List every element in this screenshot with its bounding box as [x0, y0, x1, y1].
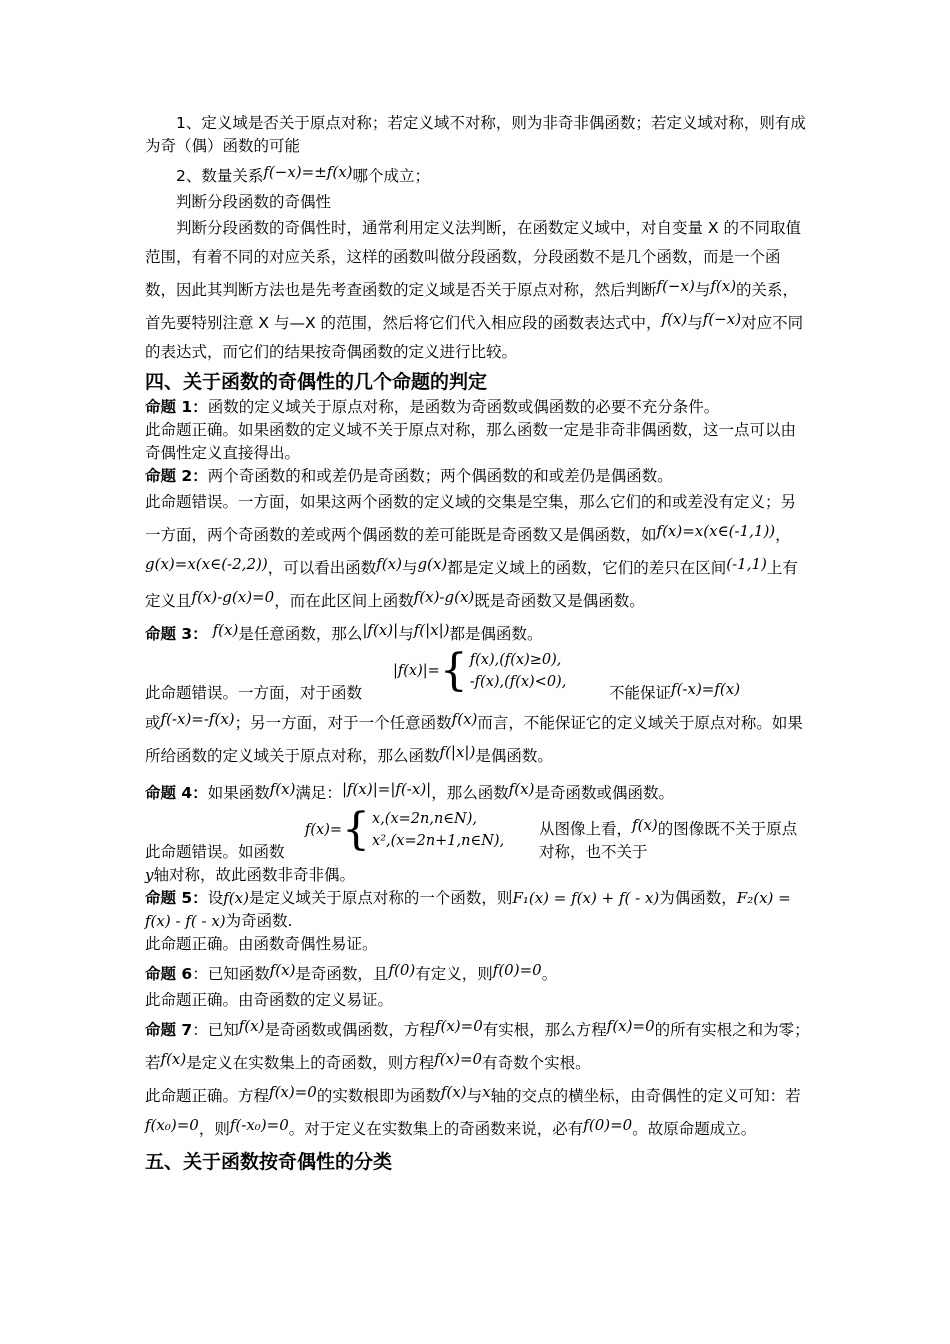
- math-f-neg-x-eq-f-x: f(-x)=f(x): [671, 680, 741, 698]
- math-f-x-eq-0: f(x)=0: [269, 1083, 317, 1101]
- piecewise-case-1: f(x),(f(x)≥0),: [469, 652, 562, 668]
- paragraph-piecewise-method: 判断分段函数的奇偶性时，通常利用定义法判断，在函数定义域中，对自变量 X 的不同取值范围，有着不同的对应关系，这样的函数叫做分段函数，分段函数不是几个函数，而是一个函数，因此其判断方法也是先考查函数的定义域是否关于原点对称，然后判断f(−x)与f(x)的关系，首先要特别注意 X 与—X 的范围，然后将它们代入相应段的函数表达式中，f(x)与f(−x)对应不同的表达式，而它们的结果按奇偶函数的定义进行比较。: [145, 219, 804, 361]
- math-g-def: g(x)=x(x∈(-2,2)): [145, 555, 268, 573]
- math-F2-def: F₂(x) = f(x) - f( - x): [145, 889, 791, 930]
- proposition-label: 命题 6: [145, 965, 193, 983]
- proposition-6-answer: 此命题正确。由奇函数的定义易证。: [145, 991, 394, 1009]
- proposition-5: 命题 5：设f(x)是定义域关于原点对称的一个函数，则F₁(x) = f(x) + f( - x)为偶函数，F₂(x) = f(x) - f( - x)为奇函数.: [145, 889, 791, 930]
- proposition-label: 命题 3：: [145, 625, 208, 643]
- math-f-x: f(x): [451, 710, 478, 728]
- proposition-6: 命题 6：已知函数f(x)是奇函数，且f(0)有定义，则f(0)=0。: [145, 961, 558, 983]
- proposition-4: 命题 4：如果函数f(x)满足：|f(x)|=|f(-x)|，那么函数f(x)是奇函数或偶函数。: [145, 780, 674, 802]
- piecewise-case-2: -f(x),(f(x)<0),: [469, 674, 567, 690]
- section-heading-classification: 五、关于函数按奇偶性的分类: [145, 1151, 393, 1173]
- math-f-x: f(x): [238, 1017, 265, 1035]
- math-f-abs-x: f(|x|): [413, 621, 450, 639]
- math-f-neg-x-eq-pm-f-x: f(−x)=±f(x): [263, 163, 353, 181]
- proposition-3: 命题 3： f(x)是任意函数，那么|f(x)|与f(|x|)都是偶函数。: [145, 621, 543, 643]
- math-f-neg-x: f(−x): [656, 277, 695, 295]
- math-f-x: f(x): [661, 310, 688, 328]
- proposition-label: 命题 4：: [145, 784, 208, 802]
- brace-icon: {: [342, 804, 371, 855]
- proposition-label: 命题 2：: [145, 467, 208, 485]
- math-f-x0-eq-0: f(x₀)=0: [145, 1116, 199, 1134]
- math-g-x: g(x): [417, 555, 448, 573]
- math-f-0-eq-0: f(0)=0: [492, 961, 542, 979]
- document-page: [145, 112, 810, 1176]
- proposition-1: 命题 1：函数的定义域关于原点对称，是函数为奇函数或偶函数的必要不充分条件。: [145, 398, 720, 416]
- proposition-2: 命题 2：两个奇函数的和或差仍是奇函数；两个偶函数的和或差仍是偶函数。: [145, 467, 673, 485]
- proposition-5-answer: 此命题正确。由函数奇偶性易证。: [145, 935, 378, 953]
- proposition-3-answer: 或f(-x)=-f(x)；另一方面，对于一个任意函数f(x)而言，不能保证它的定义域关于原点对称。如果所给函数的定义域关于原点对称，那么函数f(|x|)是偶函数。: [145, 710, 803, 765]
- math-f-x-eq-0: f(x)=0: [606, 1017, 655, 1035]
- math-abs-equality: |f(x)|=|f(-x)|: [341, 780, 432, 798]
- math-f-x-eq-0: f(x)=0: [434, 1050, 483, 1068]
- proposition-4-piecewise-line: 此命题错误。如函数 f(x)= { x,(x=2n,n∈N), x²,(x=2n+1,n∈N), 从图像上看，f(x)的图像既不关于原点对称，也不关于: [145, 804, 798, 861]
- proposition-label: 命题 7: [145, 1021, 193, 1039]
- piecewise-f: f(x)= { x,(x=2n,n∈N), x²,(x=2n+1,n∈N),: [305, 804, 505, 855]
- math-x: x: [482, 1083, 491, 1101]
- math-f-neg-x-eq-neg-f-x: f(-x)=-f(x): [160, 710, 235, 728]
- piecewise-case-2: x²,(x=2n+1,n∈N),: [372, 833, 505, 849]
- math-f-minus-g: f(x)-g(x): [413, 588, 475, 606]
- proposition-4-answer: y轴对称，故此函数非奇非偶。: [145, 866, 355, 884]
- proposition-label: 命题 5：: [145, 889, 208, 907]
- math-f-x: f(x): [710, 277, 737, 295]
- math-y: y: [145, 866, 154, 884]
- proposition-2-answer: 此命题错误。一方面，如果这两个函数的定义域的交集是空集，那么它们的和或差没有定义；另一方面，两个奇函数的差或两个偶函数的差可能既是奇函数又是偶函数，如f(x)=x(x∈(-1,1))，g(x)=x(x∈(-2,2))，可以看出函数f(x)与g(x)都是定义域上的函数，它们的差只在区间(-1,1)上有定义且f(x)-g(x)=0，而在此区间上函数f(x)-g(x)既是奇函数又是偶函数。: [145, 493, 798, 610]
- math-f-x: f(x): [212, 621, 239, 639]
- math-f-x: f(x): [440, 1083, 467, 1101]
- math-f-x: f(x): [508, 780, 535, 798]
- math-f-neg-x: f(−x): [702, 310, 742, 328]
- proposition-label: 命题 1：: [145, 398, 208, 416]
- math-f-x: f(x): [376, 555, 402, 573]
- proposition-3-piecewise-line: 此命题错误。一方面，对于函数 |f(x)|= { f(x),(f(x)≥0), -f(x),(f(x)<0), 不能保证f(-x)=f(x): [145, 645, 741, 702]
- math-f-abs-x: f(|x|): [439, 743, 476, 761]
- paragraph-domain-symmetry: 1、定义域是否关于原点对称；若定义域不对称，则为非奇非偶函数；若定义域对称，则有成为奇（偶）函数的可能: [145, 114, 806, 155]
- math-abs-f-x: |f(x)|: [362, 621, 399, 639]
- math-f-x: f(x): [160, 1050, 187, 1068]
- math-f-0-eq-0: f(0)=0: [583, 1116, 633, 1134]
- math-f-x: f(x): [269, 961, 296, 979]
- math-f-x: f(x): [269, 780, 296, 798]
- math-f-def: f(x)=x(x∈(-1,1)): [656, 522, 776, 540]
- math-f-0: f(0): [388, 961, 416, 979]
- piecewise-abs-f: |f(x)|= { f(x),(f(x)≥0), -f(x),(f(x)<0),: [393, 645, 567, 696]
- math-f-neg-x0-eq-0: f(-x₀)=0: [229, 1116, 289, 1134]
- proposition-7: 命题 7：已知f(x)是奇函数或偶函数，方程f(x)=0有实根，那么方程f(x)=0的所有实根之和为零；若f(x)是定义在实数集上的奇函数，则方程f(x)=0有奇数个实根。: [145, 1017, 810, 1072]
- math-f-x: f(x): [632, 816, 658, 834]
- math-F1-def: F₁(x) = f(x) + f( - x): [512, 889, 660, 907]
- math-interval: (-1,1): [726, 555, 767, 573]
- section-heading-propositions: 四、关于函数的奇偶性的几个命题的判定: [145, 371, 488, 393]
- piecewise-case-1: x,(x=2n,n∈N),: [372, 811, 477, 827]
- brace-icon: {: [439, 645, 468, 696]
- math-f-x-eq-0: f(x)=0: [434, 1017, 483, 1035]
- subheading-piecewise-parity: 判断分段函数的奇偶性: [176, 193, 332, 211]
- proposition-7-answer: 此命题正确。方程f(x)=0的实数根即为函数f(x)与x轴的交点的横坐标，由奇偶性的定义可知：若f(x₀)=0，则f(-x₀)=0。对于定义在实数集上的奇函数来说，必有f(0)=0。故原命题成立。: [145, 1083, 801, 1138]
- math-f-minus-g-eq-0: f(x)-g(x)=0: [191, 588, 275, 606]
- math-f-x: f(x): [223, 889, 249, 907]
- paragraph-quantity-relation: 2、数量关系f(−x)=±f(x)哪个成立；: [176, 163, 431, 185]
- proposition-1-answer: 此命题正确。如果函数的定义域不关于原点对称，那么函数一定是非奇非偶函数，这一点可以由奇偶性定义直接得出。: [145, 421, 797, 462]
